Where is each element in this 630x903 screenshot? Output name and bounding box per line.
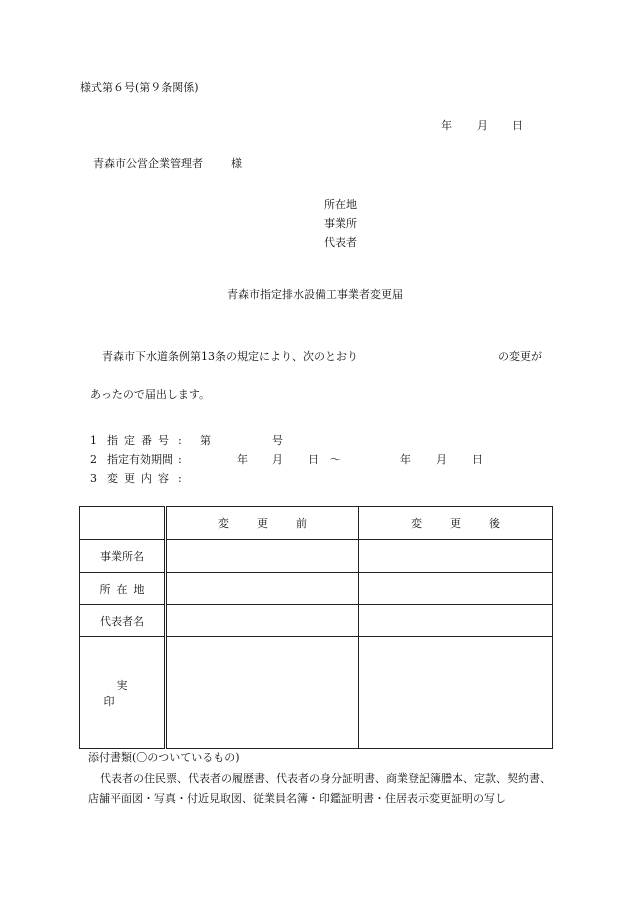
item-colon: :: [178, 472, 182, 485]
seal-after-cell[interactable]: [359, 637, 553, 749]
item-number: 3: [90, 472, 97, 485]
table-row: [80, 540, 553, 573]
row-label-office-name: 事業所名: [80, 540, 166, 573]
row-label-location: 所在地: [80, 573, 166, 605]
location-before-cell[interactable]: [166, 573, 359, 605]
item-number: 2: [90, 453, 97, 466]
office-name-before-cell[interactable]: [166, 540, 359, 573]
applicant-office-label: 事業所: [324, 217, 357, 230]
seal-before-cell[interactable]: [166, 637, 359, 749]
item-colon: :: [178, 453, 182, 466]
period-start-day: 日: [308, 453, 319, 466]
date-month-label: 月: [477, 119, 488, 132]
office-name-after-cell[interactable]: [359, 540, 553, 573]
form-number: 様式第６号(第９条関係): [80, 81, 199, 94]
item-colon: :: [178, 434, 182, 447]
designation-suffix: 号: [272, 434, 283, 447]
item-label: 変更内容: [107, 472, 175, 485]
representative-before-cell[interactable]: [166, 605, 359, 637]
body-text-line2: あったので届出します。: [90, 388, 211, 401]
table-corner-cell: [80, 507, 166, 540]
addressee-name: 青森市公営企業管理者: [93, 157, 203, 170]
document-title: 青森市指定排水設備工事業者変更届: [227, 288, 403, 301]
applicant-block: [324, 195, 357, 252]
item-label: 指定番号: [107, 434, 175, 447]
attachments-title: 添付書類(〇のついているもの): [88, 751, 240, 764]
body-text-line1: 青森市下水道条例第13条の規定により、次のとおり: [102, 350, 358, 363]
designation-prefix: 第: [200, 434, 211, 447]
date-year-label: 年: [441, 119, 452, 132]
table-row: [80, 573, 553, 605]
attachments-body: 代表者の住民票、代表者の履歴書、代表者の身分証明書、商業登記簿謄本、定款、契約書、店舗平面図・写真・付近見取図、従業員名簿・印鑑証明書・住居表示変更証明の写し: [88, 772, 551, 805]
body-text-line1-end: の変更が: [498, 350, 542, 363]
period-tilde: ～: [330, 453, 341, 466]
item-number: 1: [90, 434, 97, 447]
representative-after-cell[interactable]: [359, 605, 553, 637]
changes-table: [79, 506, 553, 749]
table-row: [80, 605, 553, 637]
date-day-label: 日: [512, 119, 523, 132]
item-label: 指定有効期間: [107, 453, 173, 466]
header-after: 変更後: [359, 507, 553, 540]
table-header-row: [80, 507, 553, 540]
period-end-month: 月: [436, 453, 447, 466]
addressee-honorific: 様: [231, 157, 242, 170]
location-after-cell[interactable]: [359, 573, 553, 605]
row-label-seal: 実印: [80, 637, 166, 749]
period-start-year: 年: [237, 453, 248, 466]
header-before: 変更前: [166, 507, 359, 540]
period-start-month: 月: [272, 453, 283, 466]
row-label-representative-name: 代表者名: [80, 605, 166, 637]
applicant-representative-label: 代表者: [324, 236, 357, 249]
applicant-location-label: 所在地: [324, 198, 357, 211]
period-end-day: 日: [472, 453, 483, 466]
period-end-year: 年: [400, 453, 411, 466]
table-row: [80, 637, 553, 749]
